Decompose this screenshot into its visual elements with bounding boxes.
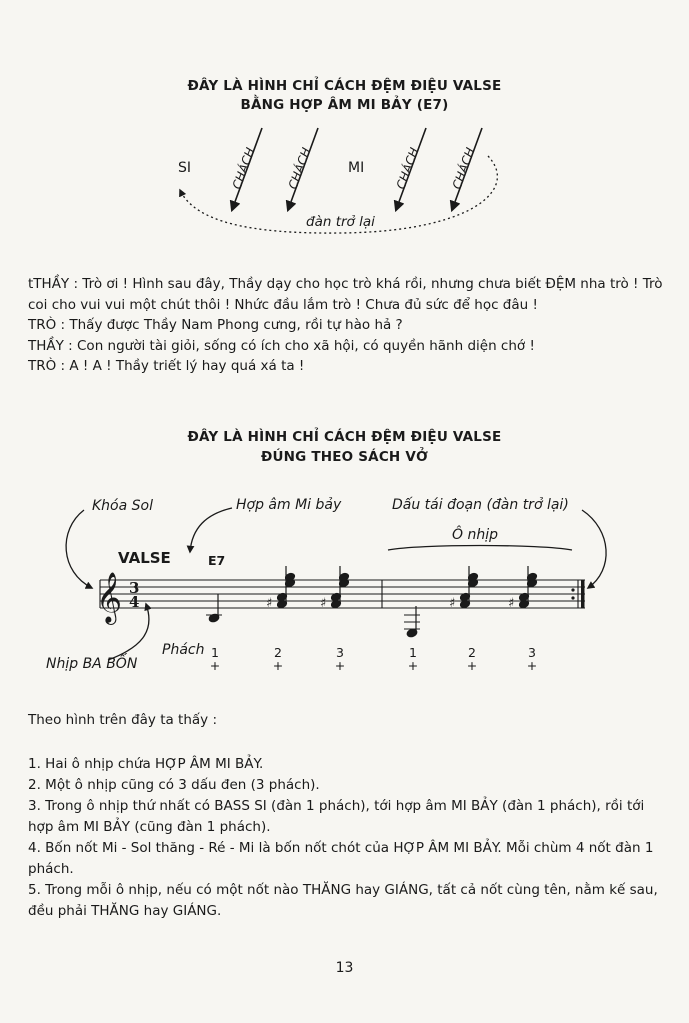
return-label: đàn trở lại <box>306 214 375 230</box>
measure-label: Ô nhịp <box>452 527 498 543</box>
dialogue-line: THẦY : Con người tài giỏi, sống có ích cho xã hội, có quyền hãnh diện chớ ! <box>28 337 535 354</box>
beat-number: 1 <box>211 645 219 660</box>
measure-bracket <box>388 546 572 551</box>
chord-name: E7 <box>208 553 226 568</box>
beat-number: 2 <box>274 645 282 660</box>
clef-arrow <box>66 510 92 588</box>
chord-label: Hợp âm Mi bảy <box>236 497 342 513</box>
beat-number: 2 <box>468 645 476 660</box>
time-sig-top: 3 <box>129 579 140 597</box>
list-item: 3. Trong ô nhịp thứ nhất có BASS SI (đàn 1 phách), tới hợp âm MI BẢY (đàn 1 phách), rồi tới hợp âm MI BẢY (cũng đàn 1 phách). <box>28 798 645 835</box>
repeat-label: Dấu tái đoạn (đàn trở lại) <box>392 497 569 513</box>
diagram2-title-line2: ĐÚNG THEO SÁCH VỞ <box>261 449 428 465</box>
chord-cluster-2 <box>320 566 350 611</box>
mi-label: MI <box>348 160 365 176</box>
bass-note-mi <box>404 606 420 638</box>
diagram1-title-line2: BẰNG HỢP ÂM MI BẢY (E7) <box>240 97 449 113</box>
style-label: VALSE <box>118 549 171 567</box>
beat-plus: + <box>334 658 346 673</box>
strum-label-1: CHÁCH <box>229 145 258 192</box>
list-item: 2. Một ô nhịp cũng có 3 dấu đen (3 phách). <box>28 777 320 793</box>
si-label: SI <box>178 160 192 176</box>
list-item: 5. Trong mỗi ô nhịp, nếu có một nốt nào THĂNG hay GIÁNG, tất cả nốt cùng tên, nằm kế sau, đều phải THĂNG hay GIÁNG. <box>28 882 658 919</box>
chord-cluster-3 <box>449 566 479 611</box>
page-number: 13 <box>335 960 354 976</box>
chord-cluster-4 <box>508 566 538 611</box>
beat-plus: + <box>209 658 221 673</box>
time-sig-label: Nhịp BA BỐN <box>46 656 138 672</box>
dialogue-block <box>28 274 668 377</box>
list-item: 4. Bốn nốt Mi - Sol thăng - Ré - Mi là bốn nốt chót của HỢP ÂM MI BẢY. Mỗi chùm 4 nốt đàn 1 phách. <box>28 840 654 877</box>
beat-plus: + <box>466 658 478 673</box>
beat-number: 3 <box>336 645 344 660</box>
beat-plus: + <box>272 658 284 673</box>
beat-word: Phách <box>162 642 205 658</box>
svg-text:♯: ♯ <box>449 596 456 611</box>
beat-plus: + <box>407 658 419 673</box>
time-sig-bottom: 4 <box>129 593 140 611</box>
repeat-arrow <box>582 510 606 588</box>
diagram1-title-line1: ĐÂY LÀ HÌNH CHỈ CÁCH ĐỆM ĐIỆU VALSE <box>187 78 502 94</box>
list-item: 1. Hai ô nhịp chứa HỢP ÂM MI BẢY. <box>28 756 264 772</box>
beat-number: 1 <box>409 645 417 660</box>
treble-clef-icon: 𝄞 <box>96 572 123 623</box>
beat-number: 3 <box>528 645 536 660</box>
strum-label-2: CHÁCH <box>285 145 314 192</box>
clef-label: Khóa Sol <box>92 498 153 514</box>
svg-text:♯: ♯ <box>508 596 515 611</box>
svg-text:♯: ♯ <box>320 596 327 611</box>
diagram2-title-line1: ĐÂY LÀ HÌNH CHỈ CÁCH ĐỆM ĐIỆU VALSE <box>187 429 502 445</box>
beat-plus: + <box>526 658 538 673</box>
points-list <box>28 754 668 922</box>
dialogue-line: tTHẦY : Trò ơi ! Hình sau đây, Thầy dạy cho học trò khá rồi, nhưng chưa biết ĐỆM nha trò ! Trò coi cho vui vui một chút thôi ! Nhức đầu lắm trò ! Chưa đủ sức để học đâu ! <box>28 276 663 313</box>
intro-text: Theo hình trên đây ta thấy : <box>28 712 217 728</box>
dialogue-line: TRÒ : Thấy được Thầy Nam Phong cưng, rồi tự hào hả ? <box>28 317 403 333</box>
strum-label-3: CHÁCH <box>393 145 422 192</box>
chord-cluster-1 <box>266 566 296 611</box>
svg-text:♯: ♯ <box>266 596 273 611</box>
strum-label-4: CHÁCH <box>449 145 478 192</box>
dialogue-line: TRÒ : A ! A ! Thầy triết lý hay quá xá ta ! <box>28 358 305 374</box>
chord-arrow <box>190 508 232 552</box>
